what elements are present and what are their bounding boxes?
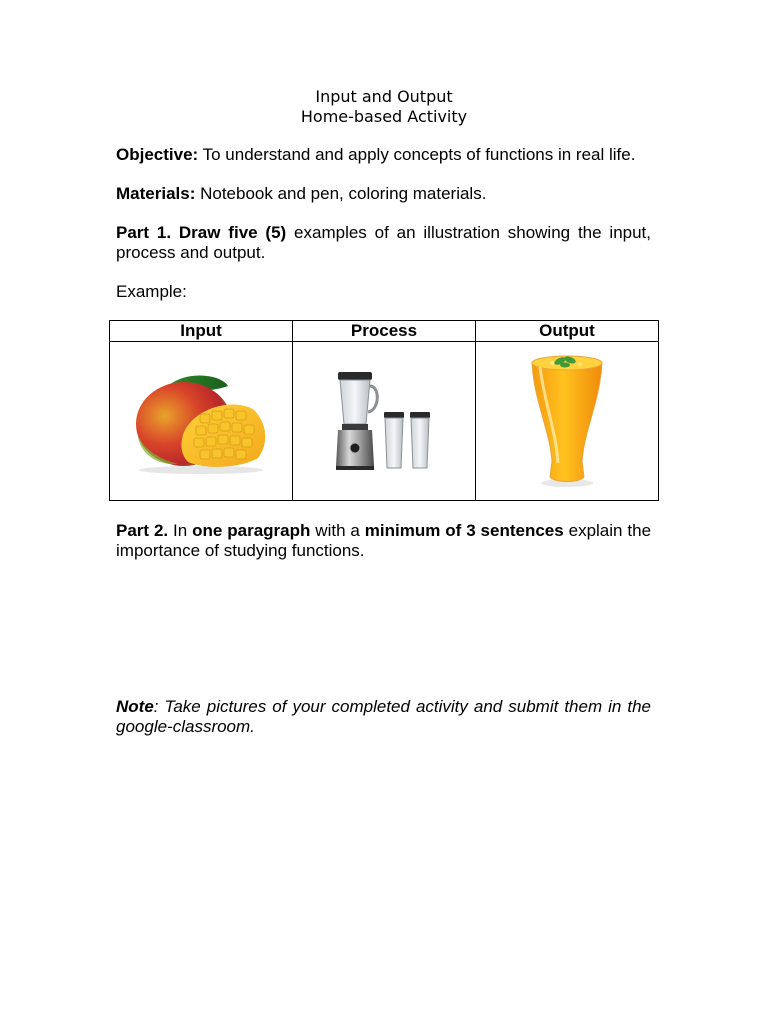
part2-paragraph bbox=[116, 521, 651, 560]
blender-image bbox=[324, 366, 444, 476]
note-label: Note bbox=[116, 697, 154, 716]
input-cell bbox=[110, 342, 293, 501]
table-image-row bbox=[110, 342, 659, 501]
example-label: Example: bbox=[116, 282, 187, 301]
mango-image bbox=[126, 366, 276, 476]
header-input: Input bbox=[110, 321, 293, 342]
header-output: Output bbox=[476, 321, 659, 342]
part2-label: Part 2. bbox=[116, 521, 169, 540]
objective-label: Objective: bbox=[116, 145, 199, 164]
part1-text: examples of an illustration showing the input, process and output. bbox=[116, 223, 652, 262]
part2-one-paragraph: one paragraph bbox=[192, 521, 311, 540]
document-subtitle: Home-based Activity bbox=[300, 107, 468, 126]
output-cell bbox=[476, 342, 659, 501]
part1-label: Part 1. Draw five (5) bbox=[116, 223, 287, 242]
document-title: Input and Output bbox=[315, 87, 453, 106]
objective-text: To understand and apply concepts of functions in real life. bbox=[198, 145, 636, 164]
mango-shake-image bbox=[522, 351, 612, 491]
materials-label: Materials: bbox=[116, 184, 196, 203]
materials-paragraph bbox=[116, 184, 651, 204]
objective-paragraph bbox=[116, 145, 651, 165]
table-header-row bbox=[110, 321, 659, 342]
part2-with-a: with a bbox=[310, 521, 365, 540]
note-paragraph bbox=[116, 697, 651, 736]
part1-paragraph bbox=[116, 223, 651, 262]
part2-rest: explain the importance of studying functions. bbox=[116, 521, 652, 560]
header-process: Process bbox=[293, 321, 476, 342]
materials-text: Notebook and pen, coloring materials. bbox=[195, 184, 487, 203]
process-cell bbox=[293, 342, 476, 501]
input-process-output-table bbox=[109, 320, 659, 501]
note-text: : Take pictures of your completed activity and submit them in the google-classroom. bbox=[116, 697, 651, 736]
part2-in: In bbox=[168, 521, 193, 540]
part2-minimum: minimum of 3 sentences bbox=[364, 521, 564, 540]
